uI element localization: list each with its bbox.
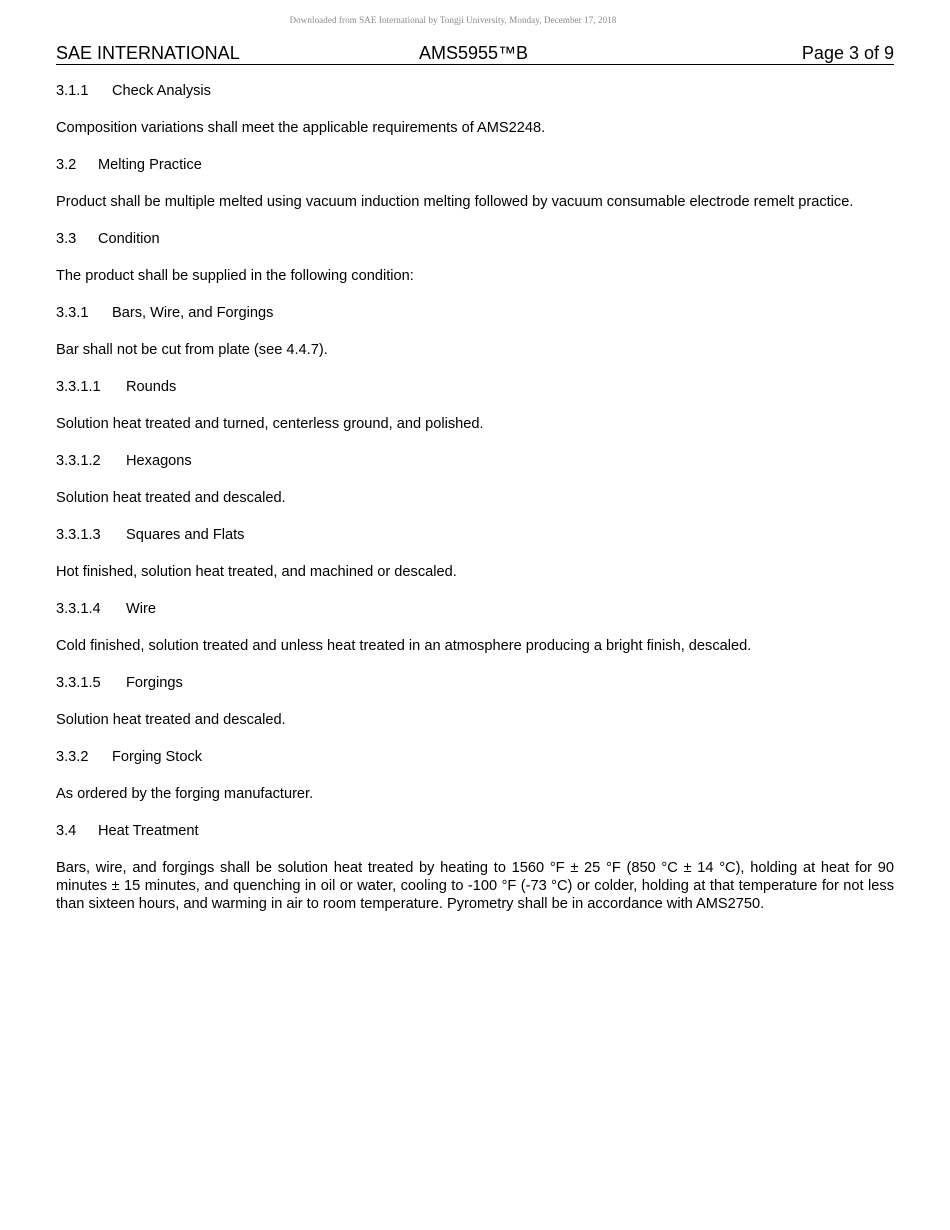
section-title: Forging Stock [112, 749, 203, 765]
section-paragraph: Hot finished, solution heat treated, and machined or descaled. [56, 564, 457, 580]
section-number: 3.3.1.3 [56, 527, 101, 543]
section-paragraph: Solution heat treated and descaled. [56, 712, 286, 728]
section-title: Bars, Wire, and Forgings [112, 305, 274, 321]
section-heading [56, 600, 894, 618]
section-title: Wire [126, 601, 156, 617]
section-paragraph: Bar shall not be cut from plate (see 4.4.7). [56, 342, 328, 358]
section-title: Check Analysis [112, 83, 211, 99]
section-number: 3.3.2 [56, 749, 89, 765]
section-number: 3.3.1 [56, 305, 89, 321]
section-paragraph: Solution heat treated and descaled. [56, 490, 286, 506]
document-body [56, 82, 894, 932]
section-heading [56, 748, 894, 766]
section-heading [56, 82, 894, 100]
section-heading [56, 156, 894, 174]
download-watermark: Downloaded from SAE International by Tongji University, Monday, December 17, 2018 [289, 15, 617, 25]
section-heading [56, 452, 894, 470]
section-heading [56, 304, 894, 322]
section-number: 3.3.1.5 [56, 675, 101, 691]
section-paragraph: Product shall be multiple melted using vacuum induction melting followed by vacuum consumable electrode remelt practice. [56, 194, 854, 210]
section-paragraph: As ordered by the forging manufacturer. [56, 786, 314, 802]
section-title: Condition [98, 231, 160, 247]
section-title: Heat Treatment [98, 823, 199, 839]
section-heading [56, 822, 894, 840]
section-paragraph: Bars, wire, and forgings shall be solution heat treated by heating to 1560 °F ± 25 °F (850 °C ± 14 °C), holding at heat for 90 minutes ± 15 minutes, and quenching in oil or water, cooling to -100 °F (-73 °C) or colder, holding at that temperature for not less than sixteen hours, and warming in air to room temperature. Pyrometry shall be in accordance with AMS2750. [56, 860, 894, 912]
section-title: Rounds [126, 379, 177, 395]
section-heading [56, 526, 894, 544]
section-title: Squares and Flats [126, 527, 245, 543]
section-number: 3.3.1.2 [56, 453, 101, 469]
header-organization: SAE INTERNATIONAL [56, 43, 240, 63]
header-page-number: Page 3 of 9 [801, 43, 894, 63]
section-number: 3.1.1 [56, 83, 89, 99]
section-heading [56, 378, 894, 396]
section-number: 3.4 [56, 823, 77, 839]
section-heading [56, 674, 894, 692]
section-title: Forgings [126, 675, 183, 691]
section-paragraph: The product shall be supplied in the following condition: [56, 268, 414, 284]
section-title: Melting Practice [98, 157, 202, 173]
section-number: 3.3.1.1 [56, 379, 101, 395]
section-number: 3.3 [56, 231, 77, 247]
section-paragraph: Composition variations shall meet the applicable requirements of AMS2248. [56, 120, 546, 136]
section-paragraph: Cold finished, solution treated and unless heat treated in an atmosphere producing a bright finish, descaled. [56, 638, 752, 654]
section-number: 3.3.1.4 [56, 601, 101, 617]
section-heading [56, 230, 894, 248]
page-header [56, 43, 894, 65]
section-title: Hexagons [126, 453, 192, 469]
section-paragraph: Solution heat treated and turned, centerless ground, and polished. [56, 416, 484, 432]
header-document-id: AMS5955™B [419, 43, 529, 63]
section-number: 3.2 [56, 157, 77, 173]
